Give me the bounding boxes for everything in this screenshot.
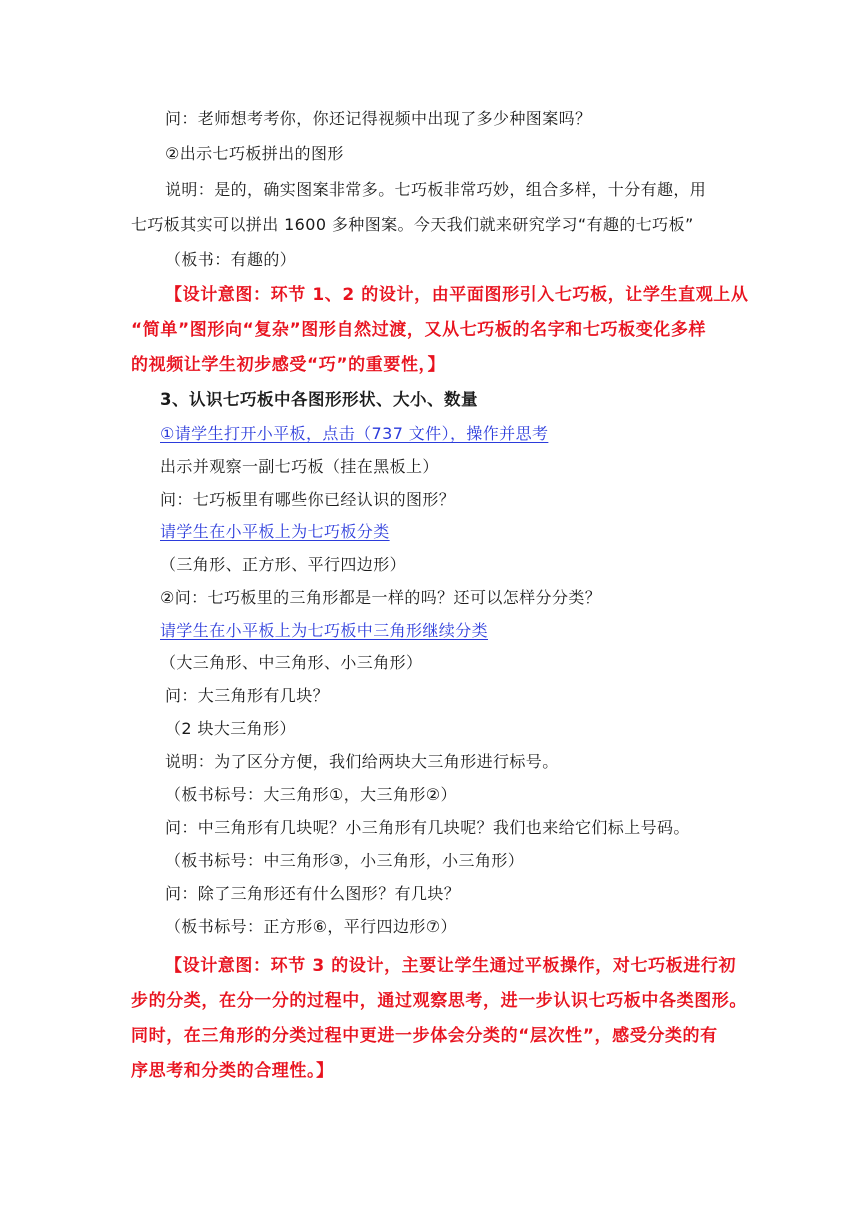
- explanation-line: 说明：是的，确实图案非常多。七巧板非常巧妙，组合多样，十分有趣，用: [165, 180, 707, 199]
- section-heading: 3、认识七巧板中各图形形状、大小、数量: [160, 390, 478, 409]
- link-classify[interactable]: 请学生在小平板上为七巧板分类: [160, 522, 390, 541]
- link-open-tablet[interactable]: ①请学生打开小平板，点击（737 文件），操作并思考: [160, 424, 549, 443]
- design-intent-line: “简单”图形向“复杂”图形自然过渡，又从七巧板的名字和七巧板变化多样: [131, 320, 707, 340]
- design-intent-line: 【设计意图：环节 3 的设计，主要让学生通过平板操作，对七巧板进行初: [165, 956, 737, 976]
- link-classify-triangles[interactable]: 请学生在小平板上为七巧板中三角形继续分类: [160, 621, 489, 640]
- design-intent-line: 序思考和分类的合理性。】: [131, 1061, 334, 1081]
- board-note-line: （板书标号：正方形⑥，平行四边形⑦）: [165, 917, 457, 936]
- design-intent-line: 的视频让学生初步感受“巧”的重要性，】: [131, 355, 446, 375]
- question-line: 问：大三角形有几块？: [165, 686, 330, 705]
- design-intent-line: 步的分类，在分一分的过程中，通过观察思考，进一步认识七巧板中各类图形。: [131, 991, 747, 1011]
- board-note-line: （板书标号：大三角形①，大三角形②）: [165, 785, 457, 804]
- answer-line: （三角形、正方形、平行四边形）: [160, 555, 407, 574]
- question-line: ②问：七巧板里的三角形都是一样的吗？还可以怎样分分类？: [160, 588, 602, 607]
- question-line: 问：中三角形有几块呢？小三角形有几块呢？我们也来给它们标上号码。: [165, 818, 690, 837]
- board-note-line: （板书标号：中三角形③，小三角形，小三角形）: [165, 851, 525, 870]
- board-note-line: （板书：有趣的）: [165, 250, 297, 269]
- observe-line: 出示并观察一副七巧板（挂在黑板上）: [160, 457, 439, 476]
- explanation-line: 七巧板其实可以拼出 1600 多种图案。今天我们就来研究学习“有趣的七巧板”: [131, 215, 694, 234]
- answer-line: （2 块大三角形）: [165, 719, 296, 738]
- design-intent-line: 同时，在三角形的分类过程中更进一步体会分类的“层次性”，感受分类的有: [131, 1026, 718, 1046]
- question-line: 问：七巧板里有哪些你已经认识的图形？: [160, 490, 456, 509]
- question-line: 问：老师想考考你，你还记得视频中出现了多少种图案吗？: [165, 109, 592, 128]
- explanation-line: 说明：为了区分方便，我们给两块大三角形进行标号。: [165, 752, 559, 771]
- step-line: ②出示七巧板拼出的图形: [165, 144, 344, 163]
- question-line: 问：除了三角形还有什么图形？有几块？: [165, 884, 461, 903]
- design-intent-line: 【设计意图：环节 1、2 的设计，由平面图形引入七巧板，让学生直观上从: [165, 285, 749, 305]
- answer-line: （大三角形、中三角形、小三角形）: [160, 653, 423, 672]
